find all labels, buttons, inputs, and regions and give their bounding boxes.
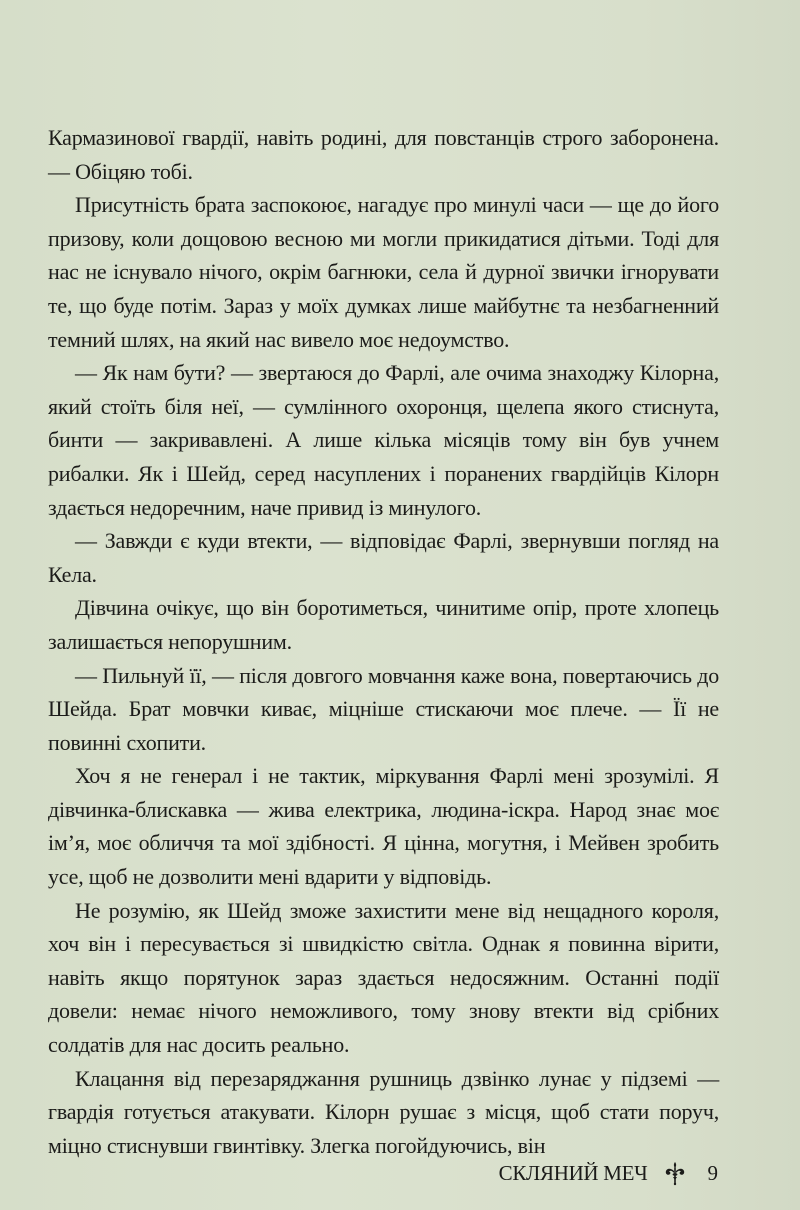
page-body [48, 121, 719, 1162]
page-footer [0, 1160, 718, 1186]
running-title: СКЛЯНИЙ МЕЧ [498, 1160, 648, 1185]
paragraph: Кармазинової гвардії, навіть родині, для повстанців строго заборонена. — Обіцяю тобі. [48, 125, 719, 184]
paragraph: — Завжди є куди втекти, — відповідає Фарлі, звернувши погляд на Кела. [48, 528, 719, 587]
page-number: 9 [707, 1160, 718, 1185]
paragraph: — Як нам бути? — звертаюся до Фарлі, але очима знаходжу Кілорна, який стоїть біля неї, — сумлінного охоронця, щелепа якого стиснута, бинти — закривавлені. А лише кілька місяців тому він був учнем рибалки. Як і Шейд, серед насуплених і поранених гвардійців Кілорн здається недоречним, наче привид із минулого. [48, 360, 719, 520]
paragraph: Присутність брата заспокоює, нагадує про минулі часи — ще до його призову, коли дощовою весною ми могли прикидатися дітьми. Тоді для нас не існувало нічого, окрім багнюки, села й дурної звички ігнорувати те, що буде потім. Зараз у моїх думках лише майбутнє та незбагненний темний шлях, на який нас вивело моє недоумство. [48, 192, 719, 352]
fleur-de-lis-icon [662, 1160, 688, 1186]
paragraph: Хоч я не генерал і не тактик, міркування Фарлі мені зрозумілі. Я дівчинка-блискавка — жива електрика, людина-іскра. Народ знає моє ім’я, моє обличчя та мої здібності. Я цінна, могутня, і Мейвен зробить усе, щоб не дозволити мені вдарити у відповідь. [48, 763, 719, 890]
paragraph: — Пильнуй її, — після довгого мовчання каже вона, повертаючись до Шейда. Брат мовчки киває, міцніше стискаючи моє плече. — Її не повинні схопити. [48, 662, 719, 755]
paragraph: Клацання від перезаряджання рушниць дзвінко лунає у підземі — гвардія готується атакувати. Кілорн рушає з місця, щоб стати поруч, міцно стиснувши гвинтівку. Злегка погойдуючись, він [48, 1065, 719, 1158]
paragraph: Дівчина очікує, що він боротиметься, чинитиме опір, проте хлопець залишається непорушним. [48, 595, 719, 654]
paragraph: Не розумію, як Шейд зможе захистити мене від нещадного короля, хоч він і пересувається зі швидкістю світла. Однак я повинна вірити, навіть якщо порятунок зараз здається недосяжним. Останні події довели: немає нічого неможливого, тому знову втекти від срібних солдатів для нас досить реально. [48, 897, 719, 1058]
